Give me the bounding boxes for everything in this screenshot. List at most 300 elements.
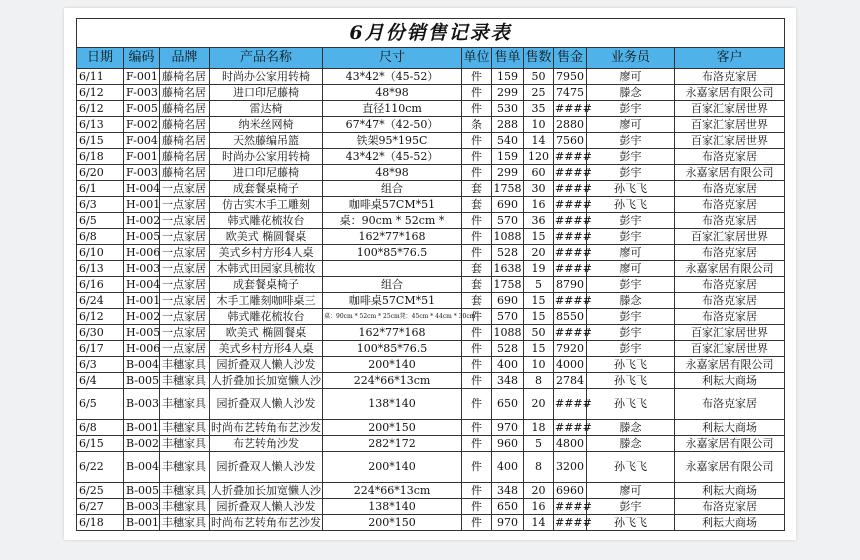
price-cell[interactable]: 348 [492, 483, 524, 499]
price-cell[interactable]: 1758 [493, 181, 522, 195]
salesperson-cell[interactable]: 彭宇 [587, 165, 675, 181]
brand-cell[interactable]: 一点家居 [160, 229, 210, 245]
date-cell[interactable]: 6/24 [77, 293, 124, 309]
product-cell[interactable]: 成套餐桌椅子 [210, 181, 323, 197]
code-cell[interactable]: F-004 [124, 133, 160, 149]
brand-cell[interactable]: 藤椅名居 [160, 149, 210, 165]
amount-cell[interactable]: #### [555, 101, 592, 115]
amount-cell[interactable]: 2880 [554, 117, 587, 133]
code-cell[interactable]: H-002 [124, 309, 160, 325]
brand-cell[interactable]: 一点家居 [160, 277, 210, 293]
size-cell[interactable]: 138*140 [323, 499, 462, 515]
qty-cell[interactable]: 36 [524, 213, 554, 229]
date-cell[interactable]: 6/15 [77, 436, 124, 452]
qty-cell[interactable]: 18 [524, 420, 554, 436]
date-cell[interactable]: 6/15 [77, 133, 124, 149]
amount-cell[interactable]: 8790 [554, 277, 587, 293]
product-cell[interactable]: 成套餐桌椅子 [210, 277, 323, 293]
qty-cell[interactable]: 120 [524, 149, 554, 165]
size-cell[interactable]: 咖啡桌57CM*51 [323, 293, 462, 309]
code-cell[interactable]: F-003 [124, 85, 160, 101]
date-cell[interactable]: 6/8 [77, 420, 124, 436]
price-cell[interactable]: 400 [492, 452, 524, 483]
price-cell[interactable]: 1758 [493, 277, 522, 291]
header-unit[interactable]: 单位 [462, 48, 492, 69]
code-cell[interactable]: H-006 [124, 245, 160, 261]
product-cell[interactable]: 韩式雕花梳妆台 [210, 309, 323, 325]
date-cell[interactable]: 6/3 [77, 357, 124, 373]
amount-cell[interactable]: #### [555, 197, 592, 211]
salesperson-cell[interactable]: 滕念 [587, 436, 675, 452]
customer-cell[interactable]: 布洛克家居 [675, 197, 785, 213]
size-cell[interactable] [323, 261, 462, 277]
brand-cell[interactable]: 丰穗家具 [160, 483, 210, 499]
amount-cell[interactable]: #### [555, 261, 592, 275]
price-cell[interactable]: 299 [492, 85, 524, 101]
product-cell[interactable]: 木手工雕刻咖啡桌三 [210, 293, 323, 309]
customer-cell[interactable]: 布洛克家居 [675, 149, 785, 165]
unit-cell[interactable]: 件 [462, 436, 492, 452]
qty-cell[interactable]: 15 [524, 309, 554, 325]
product-cell[interactable]: 美式乡村方形4人桌 [210, 245, 323, 261]
qty-cell[interactable]: 8 [524, 452, 554, 483]
size-cell[interactable]: 200*140 [323, 452, 462, 483]
date-cell[interactable]: 6/12 [77, 309, 124, 325]
customer-cell[interactable]: 布洛克家居 [675, 293, 785, 309]
customer-cell[interactable]: 百家汇家居世界 [675, 341, 785, 357]
product-cell[interactable]: 进口印尼藤椅 [210, 85, 323, 101]
size-cell[interactable]: 100*85*76.5 [323, 245, 462, 261]
price-cell[interactable]: 960 [492, 436, 524, 452]
unit-cell[interactable]: 件 [462, 389, 492, 420]
size-cell[interactable]: 48*98 [323, 165, 462, 181]
code-cell[interactable]: B-002 [124, 436, 160, 452]
size-cell[interactable]: 162*77*168 [323, 325, 462, 341]
qty-cell[interactable]: 50 [524, 69, 554, 85]
salesperson-cell[interactable]: 廖可 [587, 261, 675, 277]
customer-cell[interactable]: 百家汇家居世界 [675, 117, 785, 133]
date-cell[interactable]: 6/11 [77, 69, 124, 85]
amount-cell[interactable]: 4000 [554, 357, 587, 373]
size-cell[interactable]: 67*47*（42-50） [323, 117, 462, 133]
product-cell[interactable]: 仿古实木手工雕刻 [210, 197, 323, 213]
brand-cell[interactable]: 一点家居 [160, 309, 210, 325]
qty-cell[interactable]: 14 [524, 515, 554, 531]
size-cell[interactable]: 组合 [323, 277, 462, 293]
customer-cell[interactable]: 永嘉家居有限公司 [675, 452, 785, 483]
brand-cell[interactable]: 丰穗家具 [160, 452, 210, 483]
code-cell[interactable]: B-001 [124, 515, 160, 531]
salesperson-cell[interactable]: 彭宇 [587, 341, 675, 357]
date-cell[interactable]: 6/12 [77, 101, 124, 117]
price-cell[interactable]: 1088 [493, 325, 522, 339]
date-cell[interactable]: 6/25 [77, 483, 124, 499]
amount-cell[interactable]: 3200 [554, 452, 587, 483]
salesperson-cell[interactable]: 孙飞飞 [587, 357, 675, 373]
amount-cell[interactable]: 8550 [554, 309, 587, 325]
date-cell[interactable]: 6/12 [77, 85, 124, 101]
price-cell[interactable]: 530 [492, 101, 524, 117]
product-cell[interactable]: 时尚办公家用转椅 [210, 69, 323, 85]
size-cell[interactable]: 直径110cm [323, 101, 462, 117]
amount-cell[interactable]: #### [555, 229, 592, 243]
price-cell[interactable]: 348 [492, 373, 524, 389]
amount-cell[interactable]: #### [555, 149, 592, 163]
qty-cell[interactable]: 20 [524, 245, 554, 261]
code-cell[interactable]: B-003 [124, 389, 160, 420]
salesperson-cell[interactable]: 廖可 [587, 245, 675, 261]
customer-cell[interactable]: 利耘大商场 [675, 373, 785, 389]
unit-cell[interactable]: 套 [462, 197, 492, 213]
salesperson-cell[interactable]: 孙飞飞 [587, 197, 675, 213]
header-size[interactable]: 尺寸 [323, 48, 462, 69]
brand-cell[interactable]: 丰穗家具 [160, 499, 210, 515]
unit-cell[interactable]: 套 [462, 181, 492, 197]
salesperson-cell[interactable]: 廖可 [587, 483, 675, 499]
date-cell[interactable]: 6/27 [77, 499, 124, 515]
brand-cell[interactable]: 丰穗家具 [160, 420, 210, 436]
salesperson-cell[interactable]: 彭宇 [587, 149, 675, 165]
qty-cell[interactable]: 15 [524, 229, 554, 245]
product-cell[interactable]: 美式乡村方形4人桌 [210, 341, 323, 357]
brand-cell[interactable]: 一点家居 [160, 245, 210, 261]
salesperson-cell[interactable]: 滕念 [587, 85, 675, 101]
customer-cell[interactable]: 永嘉家居有限公司 [675, 357, 785, 373]
amount-cell[interactable]: #### [554, 389, 587, 420]
brand-cell[interactable]: 藤椅名居 [160, 101, 210, 117]
header-brand[interactable]: 品牌 [160, 48, 210, 69]
code-cell[interactable]: H-005 [124, 325, 160, 341]
code-cell[interactable]: B-005 [124, 373, 160, 389]
code-cell[interactable]: F-001 [124, 149, 160, 165]
brand-cell[interactable]: 藤椅名居 [160, 165, 210, 181]
customer-cell[interactable]: 布洛克家居 [675, 213, 785, 229]
product-cell[interactable]: 园折叠双人懒人沙发 [210, 452, 323, 483]
salesperson-cell[interactable]: 彭宇 [587, 309, 675, 325]
qty-cell[interactable]: 19 [524, 261, 554, 277]
unit-cell[interactable]: 件 [462, 245, 492, 261]
header-qty[interactable]: 售数 [524, 48, 554, 69]
unit-cell[interactable]: 件 [462, 101, 492, 117]
price-cell[interactable]: 570 [492, 309, 524, 325]
code-cell[interactable]: H-004 [124, 181, 160, 197]
brand-cell[interactable]: 藤椅名居 [160, 85, 210, 101]
product-cell[interactable]: 欧美式 椭圆餐桌 [210, 229, 323, 245]
brand-cell[interactable]: 一点家居 [160, 197, 210, 213]
date-cell[interactable]: 6/20 [77, 165, 124, 181]
code-cell[interactable]: B-004 [124, 357, 160, 373]
unit-cell[interactable]: 件 [462, 165, 492, 181]
amount-cell[interactable]: #### [555, 515, 592, 529]
qty-cell[interactable]: 20 [524, 483, 554, 499]
price-cell[interactable]: 1088 [493, 229, 522, 243]
date-cell[interactable]: 6/8 [77, 229, 124, 245]
size-cell[interactable]: 43*42*（45-52） [323, 149, 462, 165]
salesperson-cell[interactable]: 廖可 [587, 117, 675, 133]
customer-cell[interactable]: 永嘉家居有限公司 [675, 436, 785, 452]
size-cell[interactable]: 200*150 [323, 515, 462, 531]
customer-cell[interactable]: 利耘大商场 [675, 420, 785, 436]
salesperson-cell[interactable]: 孙飞飞 [587, 452, 675, 483]
product-cell[interactable]: 时尚布艺转角布艺沙发 [211, 420, 321, 434]
unit-cell[interactable]: 件 [462, 341, 492, 357]
date-cell[interactable]: 6/17 [77, 341, 124, 357]
date-cell[interactable]: 6/3 [77, 197, 124, 213]
salesperson-cell[interactable]: 彭宇 [587, 325, 675, 341]
salesperson-cell[interactable]: 孙飞飞 [587, 181, 675, 197]
price-cell[interactable]: 528 [492, 245, 524, 261]
brand-cell[interactable]: 一点家居 [160, 261, 210, 277]
date-cell[interactable]: 6/13 [77, 117, 124, 133]
size-cell[interactable]: 咖啡桌57CM*51 [323, 197, 462, 213]
date-cell[interactable]: 6/1 [77, 181, 124, 197]
amount-cell[interactable]: 4800 [554, 436, 587, 452]
price-cell[interactable]: 570 [492, 213, 524, 229]
size-cell[interactable]: 282*172 [323, 436, 462, 452]
date-cell[interactable]: 6/30 [77, 325, 124, 341]
customer-cell[interactable]: 布洛克家居 [675, 245, 785, 261]
customer-cell[interactable]: 利耘大商场 [675, 515, 785, 531]
salesperson-cell[interactable]: 孙飞飞 [587, 515, 675, 531]
price-cell[interactable]: 159 [492, 69, 524, 85]
price-cell[interactable]: 299 [492, 165, 524, 181]
product-cell[interactable]: 人折叠加长加宽懒人沙 [211, 483, 321, 497]
amount-cell[interactable]: 7920 [554, 341, 587, 357]
amount-cell[interactable]: #### [555, 245, 592, 259]
customer-cell[interactable]: 永嘉家居有限公司 [675, 165, 785, 181]
customer-cell[interactable]: 布洛克家居 [675, 181, 785, 197]
size-cell[interactable]: 组合 [323, 181, 462, 197]
date-cell[interactable]: 6/5 [77, 389, 124, 420]
qty-cell[interactable]: 50 [524, 325, 554, 341]
product-cell[interactable]: 人折叠加长加宽懒人沙 [211, 373, 321, 387]
qty-cell[interactable]: 10 [524, 357, 554, 373]
customer-cell[interactable]: 百家汇家居世界 [675, 101, 785, 117]
amount-cell[interactable]: #### [555, 213, 592, 227]
salesperson-cell[interactable]: 滕念 [587, 420, 675, 436]
qty-cell[interactable]: 8 [524, 373, 554, 389]
customer-cell[interactable]: 永嘉家居有限公司 [675, 85, 785, 101]
size-cell[interactable]: 162*77*168 [323, 229, 462, 245]
product-cell[interactable]: 布艺转角沙发 [210, 436, 323, 452]
date-cell[interactable]: 6/22 [77, 452, 124, 483]
salesperson-cell[interactable]: 彭宇 [587, 277, 675, 293]
amount-cell[interactable]: #### [555, 420, 592, 434]
qty-cell[interactable]: 5 [524, 277, 554, 293]
size-cell[interactable]: 200*140 [323, 357, 462, 373]
product-cell[interactable]: 木韩式田园家具梳妆 [210, 261, 323, 277]
date-cell[interactable]: 6/18 [77, 515, 124, 531]
size-cell[interactable]: 铁架95*195C [323, 133, 462, 149]
size-cell[interactable]: 224*66*13cm [323, 483, 462, 499]
size-cell[interactable]: 224*66*13cm [323, 373, 462, 389]
product-cell[interactable]: 欧美式 椭圆餐桌 [210, 325, 323, 341]
price-cell[interactable]: 650 [492, 389, 524, 420]
unit-cell[interactable]: 套 [462, 277, 492, 293]
qty-cell[interactable]: 16 [524, 197, 554, 213]
customer-cell[interactable]: 百家汇家居世界 [675, 229, 785, 245]
code-cell[interactable]: H-002 [124, 213, 160, 229]
date-cell[interactable]: 6/10 [77, 245, 124, 261]
code-cell[interactable]: B-003 [124, 499, 160, 515]
header-code[interactable]: 编码 [124, 48, 160, 69]
unit-cell[interactable]: 件 [462, 85, 492, 101]
product-cell[interactable]: 纳米丝网椅 [210, 117, 323, 133]
header-price[interactable]: 售单 [492, 48, 524, 69]
salesperson-cell[interactable]: 廖可 [587, 69, 675, 85]
qty-cell[interactable]: 20 [524, 389, 554, 420]
date-cell[interactable]: 6/13 [77, 261, 124, 277]
date-cell[interactable]: 6/18 [77, 149, 124, 165]
salesperson-cell[interactable]: 彭宇 [587, 133, 675, 149]
salesperson-cell[interactable]: 滕念 [587, 293, 675, 309]
product-cell[interactable]: 时尚布艺转角布艺沙发 [211, 515, 321, 529]
salesperson-cell[interactable]: 彭宇 [587, 229, 675, 245]
customer-cell[interactable]: 百家汇家居世界 [675, 133, 785, 149]
price-cell[interactable]: 288 [492, 117, 524, 133]
qty-cell[interactable]: 14 [524, 133, 554, 149]
amount-cell[interactable]: 7475 [554, 85, 587, 101]
size-cell[interactable]: 100*85*76.5 [323, 341, 462, 357]
unit-cell[interactable]: 件 [462, 483, 492, 499]
product-cell[interactable]: 园折叠双人懒人沙发 [210, 499, 323, 515]
code-cell[interactable]: H-001 [124, 293, 160, 309]
brand-cell[interactable]: 藤椅名居 [160, 69, 210, 85]
header-customer[interactable]: 客户 [675, 48, 785, 69]
unit-cell[interactable]: 件 [462, 420, 492, 436]
customer-cell[interactable]: 利耘大商场 [675, 483, 785, 499]
customer-cell[interactable]: 百家汇家居世界 [675, 325, 785, 341]
price-cell[interactable]: 970 [492, 515, 524, 531]
size-cell[interactable]: 200*150 [323, 420, 462, 436]
product-cell[interactable]: 韩式雕花梳妆台 [210, 213, 323, 229]
customer-cell[interactable]: 永嘉家居有限公司 [675, 261, 785, 277]
code-cell[interactable]: H-006 [124, 341, 160, 357]
amount-cell[interactable]: #### [555, 165, 592, 179]
code-cell[interactable]: F-003 [124, 165, 160, 181]
amount-cell[interactable]: 6960 [554, 483, 587, 499]
unit-cell[interactable]: 件 [462, 69, 492, 85]
brand-cell[interactable]: 一点家居 [160, 325, 210, 341]
qty-cell[interactable]: 5 [524, 436, 554, 452]
customer-cell[interactable]: 布洛克家居 [675, 309, 785, 325]
price-cell[interactable]: 970 [492, 420, 524, 436]
brand-cell[interactable]: 丰穗家具 [160, 357, 210, 373]
code-cell[interactable]: B-001 [124, 420, 160, 436]
qty-cell[interactable]: 25 [524, 85, 554, 101]
unit-cell[interactable]: 件 [462, 149, 492, 165]
customer-cell[interactable]: 布洛克家居 [675, 389, 785, 420]
code-cell[interactable]: H-004 [124, 277, 160, 293]
amount-cell[interactable]: #### [555, 499, 592, 513]
unit-cell[interactable]: 条 [462, 117, 492, 133]
price-cell[interactable]: 528 [492, 341, 524, 357]
code-cell[interactable]: H-001 [124, 197, 160, 213]
unit-cell[interactable]: 件 [462, 229, 492, 245]
size-cell[interactable]: 48*98 [323, 85, 462, 101]
code-cell[interactable]: F-001 [124, 69, 160, 85]
unit-cell[interactable]: 件 [462, 515, 492, 531]
product-cell[interactable]: 园折叠双人懒人沙发 [210, 389, 323, 420]
product-cell[interactable]: 时尚办公家用转椅 [210, 149, 323, 165]
amount-cell[interactable]: 7950 [554, 69, 587, 85]
brand-cell[interactable]: 丰穗家具 [160, 515, 210, 531]
code-cell[interactable]: B-004 [124, 452, 160, 483]
header-date[interactable]: 日期 [77, 48, 124, 69]
salesperson-cell[interactable]: 彭宇 [587, 213, 675, 229]
unit-cell[interactable]: 件 [462, 309, 492, 325]
price-cell[interactable]: 400 [492, 357, 524, 373]
brand-cell[interactable]: 一点家居 [160, 213, 210, 229]
amount-cell[interactable]: 7560 [554, 133, 587, 149]
unit-cell[interactable]: 件 [462, 325, 492, 341]
brand-cell[interactable]: 一点家居 [160, 181, 210, 197]
date-cell[interactable]: 6/5 [77, 213, 124, 229]
salesperson-cell[interactable]: 彭宇 [587, 101, 675, 117]
unit-cell[interactable]: 件 [462, 499, 492, 515]
code-cell[interactable]: F-005 [124, 101, 160, 117]
amount-cell[interactable]: 2784 [554, 373, 587, 389]
unit-cell[interactable]: 套 [462, 293, 492, 309]
price-cell[interactable]: 690 [492, 197, 524, 213]
brand-cell[interactable]: 一点家居 [160, 341, 210, 357]
unit-cell[interactable]: 件 [462, 357, 492, 373]
qty-cell[interactable]: 30 [524, 181, 554, 197]
qty-cell[interactable]: 15 [524, 293, 554, 309]
product-cell[interactable]: 进口印尼藤椅 [210, 165, 323, 181]
brand-cell[interactable]: 丰穗家具 [160, 373, 210, 389]
amount-cell[interactable]: #### [555, 181, 592, 195]
price-cell[interactable]: 650 [492, 499, 524, 515]
price-cell[interactable]: 540 [492, 133, 524, 149]
code-cell[interactable]: B-005 [124, 483, 160, 499]
unit-cell[interactable]: 件 [462, 213, 492, 229]
date-cell[interactable]: 6/16 [77, 277, 124, 293]
brand-cell[interactable]: 藤椅名居 [160, 133, 210, 149]
qty-cell[interactable]: 35 [524, 101, 554, 117]
size-cell[interactable]: 138*140 [323, 389, 462, 420]
qty-cell[interactable]: 16 [524, 499, 554, 515]
salesperson-cell[interactable]: 彭宇 [587, 499, 675, 515]
customer-cell[interactable]: 布洛克家居 [675, 499, 785, 515]
qty-cell[interactable]: 60 [524, 165, 554, 181]
price-cell[interactable]: 159 [492, 149, 524, 165]
qty-cell[interactable]: 15 [524, 341, 554, 357]
product-cell[interactable]: 园折叠双人懒人沙发 [210, 357, 323, 373]
size-cell[interactable]: 桌：90cm * 52cm * [323, 213, 462, 229]
unit-cell[interactable]: 件 [462, 133, 492, 149]
header-salesperson[interactable]: 业务员 [587, 48, 675, 69]
header-amount[interactable]: 售金 [554, 48, 587, 69]
brand-cell[interactable]: 丰穗家具 [160, 436, 210, 452]
amount-cell[interactable]: #### [555, 293, 592, 307]
brand-cell[interactable]: 丰穗家具 [160, 389, 210, 420]
unit-cell[interactable]: 套 [462, 261, 492, 277]
code-cell[interactable]: H-005 [124, 229, 160, 245]
qty-cell[interactable]: 10 [524, 117, 554, 133]
customer-cell[interactable]: 布洛克家居 [675, 277, 785, 293]
unit-cell[interactable]: 件 [462, 452, 492, 483]
price-cell[interactable]: 1638 [493, 261, 522, 275]
salesperson-cell[interactable]: 孙飞飞 [587, 373, 675, 389]
product-cell[interactable]: 雷达椅 [210, 101, 323, 117]
unit-cell[interactable]: 件 [462, 373, 492, 389]
product-cell[interactable]: 天然藤编吊篮 [210, 133, 323, 149]
amount-cell[interactable]: #### [555, 325, 592, 339]
code-cell[interactable]: F-002 [124, 117, 160, 133]
brand-cell[interactable]: 一点家居 [160, 293, 210, 309]
salesperson-cell[interactable]: 孙飞飞 [587, 389, 675, 420]
